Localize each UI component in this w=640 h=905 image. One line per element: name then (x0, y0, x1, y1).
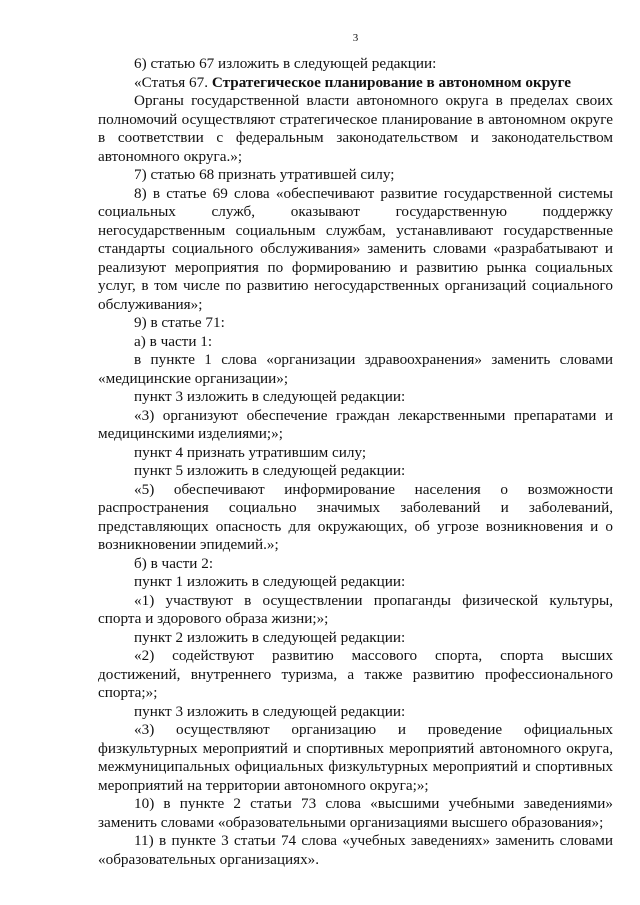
item-9b-point-3-intro: пункт 3 изложить в следующей редакции: (134, 702, 406, 720)
item-9b-point-1-intro: пункт 1 изложить в следующей редакции: (134, 573, 406, 590)
item-11: 11) в пункте 3 статьи 74 слова «учебных заведениях» заменить словами «образовательных организациях». (98, 832, 613, 868)
item-8: 8) в статье 69 слова «обеспечивают развитие государственной системы социальных служб, оказывают государственную поддержку негосударственным социальным службам, устанавливают государственные стандарты социального обслуживания» заменить словами «разрабатывают и реализуют мероприятия по формированию и развитию рынка социальных услуг, в том числе по развитию негосударственных организаций социального обслуживания»; (98, 184, 613, 313)
item-6: 6) статью 67 изложить в следующей редакции: (134, 55, 437, 72)
item-9b-point-1-text: «1) участвуют в осуществлении пропаганды физической культуры, спорта и здорового образа жизни;»; (98, 591, 613, 627)
item-9a-point-5-text: «5) обеспечивают информирование населения о возможности распространения социально значимых заболеваний и заболеваний, представляющих опасность для окружающих, об угрозе возникновения и о возникновении эпидемий.»; (98, 480, 613, 553)
article-67-title: Стратегическое планирование в автономном округе (211, 73, 572, 91)
item-9a: а) в части 1: (134, 332, 213, 350)
item-9a-point-5-intro: пункт 5 изложить в следующей редакции: (134, 462, 406, 479)
item-9a-point-3-intro: пункт 3 изложить в следующей редакции: (134, 388, 406, 405)
item-9b-point-2-intro: пункт 2 изложить в следующей редакции: (134, 628, 406, 646)
item-7: 7) статью 68 признать утратившей силу; (134, 166, 395, 183)
item-9b-point-2-text: «2) содействуют развитию массового спорта, спорта высших достижений, внутреннего туризма, а также развитию профессионального спорта;»; (98, 647, 613, 701)
item-9a-point-3-text: «3) организуют обеспечение граждан лекарственными препаратами и медицинскими изделиями;»; (98, 406, 613, 442)
item-9a-point-4: пункт 4 признать утратившим силу; (134, 443, 367, 461)
article-67-heading (98, 74, 613, 93)
article-67-body: Органы государственной власти автономного округа в пределах своих полномочий осуществляют стратегическое планирование в автономном округе в соответствии с федеральным законодательством и законодательством автономного округа.»; (98, 92, 613, 165)
item-9b: б) в части 2: (134, 554, 214, 572)
item-9: 9) в статье 71: (134, 314, 225, 331)
item-9b-point-3-text: «3) осуществляют организацию и проведение официальных физкультурных мероприятий и спортивных мероприятий автономного округа, межмуниципальных официальных физкультурных мероприятий и спортивных мероприятий на территории автономного округа;»; (98, 721, 613, 794)
item-10: 10) в пункте 2 статьи 73 слова «высшими учебными заведениями» заменить словами «образовательными организациями высшего образования»; (98, 795, 613, 831)
document-body (98, 55, 613, 869)
article-67-label: «Статья 67. (134, 73, 209, 91)
page-number: 3 (352, 32, 359, 44)
item-9a-point-1: в пункте 1 слова «организации здравоохранения» заменить словами «медицинские организации»; (98, 351, 613, 387)
